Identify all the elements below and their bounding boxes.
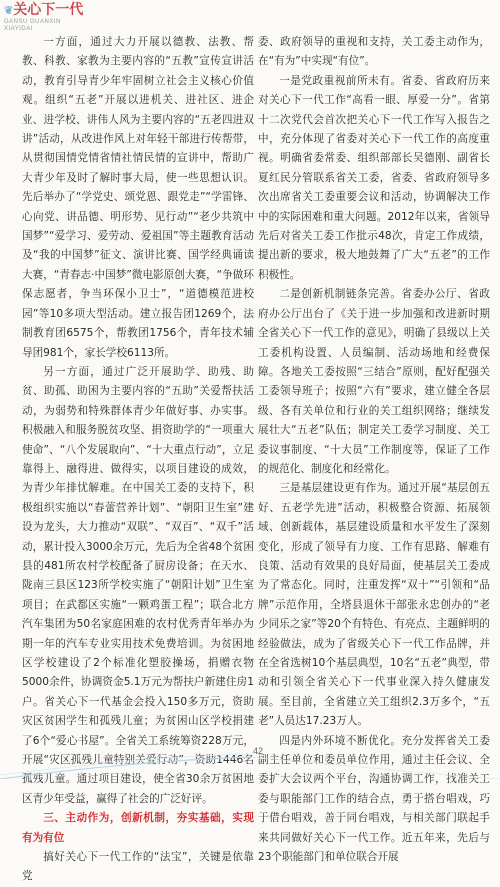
section-heading: 三、主动作为，创新机制，夯实基础，实现有为有位: [22, 812, 254, 844]
logo-subtitle-1: GANSU GUANXIN: [4, 19, 61, 25]
paragraph-five-education: 一方面，通过大力开展以德教、法教、帮教、科教、家教为主要内容的“五教”宣传宣讲活动，教育引导青少年牢固树立社会主义核心价值观。组织“五老”开展以进机关、进社区、进企业、进学校、讲伟人风为主要内容的“五老四进双讲”活动，从改进作风上对年轻干部进行传帮带，从贯彻国情党情省情社情民情的宣讲中，帮助广大青少年及时了解时事大局，使一些思想认识。先后举办了“学党史、颂党恩、跟党走”“学雷锋、心向党、讲品德、明形势、见行动”“老少共筑中国梦”“爱学习、爱劳动、爱祖国”等主题教育活动及“我的中国梦”征文、演讲比赛、国学经典诵读大赛，“青春志·中国梦”微电影原创大赛，“争做环保志愿者，争当环保小卫士”，“道德模范进校园”等10多项大型活动。建立报告团1269个，法制教育团6575个，帮教团1756个，青年技术辅导团981个，家长学校6113所。: [22, 36, 254, 359]
paragraph-mechanism: 二是创新机制链条完善。省委办公厅、省政府办公厅出台了《关于进一步加强和改进新时期全省关心下一代工作的意见》，明确了县级以上关工委机构设置、人员编制、活动场地和经费保障。各地关工委按照“三结合”原则，配好配强关工委领导班子；按照“六有”要求，建立健全各层级、各有关单位和行业的关工组织网络；继续发展壮大“五老”队伍；制定关工委学习制度、关工委议事制度、“十大员”工作制度等，保证了工作的规范化、制度化和经常化。: [258, 288, 490, 475]
paragraph-party-attention: 一是党政重视前所未有。省委、省政府历来对关心下一代工作“高看一眼、厚爱一分”。省第十二次党代会首次把关心下一代工作写入报告之中，充分体现了省委对关心下一代工作的高度重视。明确省委常委、组织部部长吴德刚、副省长夏红民分管联系省关工委，省委、省政府领导多次出席省关工委重要会议和活动，协调解决工作中的实际困难和重大问题。2012年以来，省领导先后对省关工委工作批示48次，肯定工作成绩，提出新的要求，极大地鼓舞了广大“五老”的工作积极性。: [258, 74, 490, 281]
paragraph-five-assistance: 另一方面，通过广泛开展助学、助残、助贫、助孤、助困为主要内容的“五助”关爱帮扶活动，为弱势和特殊群体青少年做好事、办实事。积极融入和服务脱贫攻坚、捐资助学的“一项重大使命”、“八个发展取向”、“十大重点行动”，立足靠得上、融得进、做得实，以项目建设的成效，为青少年排忧解难。在中国关工委的支持下，积极组织实施以“春蕾营养计划”、“朝阳卫生室”建设为龙头，大力推动“双联”、“双百”、“双千”活动，累计投入3000余万元，先后为全省48个贫困县的481所农村学校配备了厨房设备；在天水、陇南三县区123所学校实施了“朝阳计划”卫生室项目；在武都区实施“一颗鸡蛋工程”；联合北方汽车集团为50名家庭困难的农村优秀青年举办为期一年的汽车专业实用技术免费培训。为贫困地区学校建设了2个标准化塑胶操场，捐赠衣物5000余件，协调资金5.1万元为帮扶户新建住房1户。省关心下一代基金会投入150多万元，资助灾区贫困学生和孤残儿童；为贫困山区学校捐建了6个“爱心书屋”。全省关工系统筹资228万元，开展“灾区孤残儿童特别关爱行动”，资助1446名孤残儿童。通过项目建设，使全省30余万贫困地区青少年受益，赢得了社会的广泛好评。: [22, 365, 254, 805]
paragraph-continued: 委、政府领导的重视和支持，关工委主动作为，在“有为”中实现“有位”。: [258, 36, 490, 68]
decorative-corner-arcs: [0, 719, 500, 779]
paragraph-key-support: 搞好关心下一代工作的“法宝”，关键是依靠党: [22, 851, 254, 883]
masthead-logo: [4, 2, 114, 32]
logo-title: 关心下一代: [13, 2, 84, 18]
paragraph-environment: 四是内外环境不断优化。充分发挥省关工委副主任单位和委员单位作用，通过主任会议、全委扩大会议两个平台，沟通协调工作，找准关工委与职能部门工作的结合点，勇于搭台唱戏，巧于借台唱戏，善于同台唱戏，与相关部门联起手来共同做好关心下一代工作。近五年来，先后与23个职能部门和单位联合开展: [258, 734, 490, 864]
swirl-icon: ❦: [4, 4, 14, 17]
page-number: 42: [253, 746, 264, 756]
logo-subtitle-2: XIAYIDAI: [4, 26, 33, 32]
paragraph-grassroots: 三是基层建设更有作为。通过开展“基层创五好、五老学先进”活动，积极整合资源、拓展领域、创新载体，基层建设质量和水平发生了深刻变化，形成了领导有力度、工作有思路、解难有良策、活动有效果的良好局面，使基层关工委成为了常态化。同时，注重发挥“双十”“引领和“品牌”示范作用，全塔县退休干部张永忠创办的“老少同乐之家”等20个有特色、有亮点、主题鲜明的经验做法，成为了省级关心下一代工作品牌，并在全省选树10个基层典型，10名“五老”典型，带动和引领全省关心下一代事业深入持久健康发展。至目前，全省建立关工组织2.3万多个，“五老”人员达17.23万人。: [258, 482, 490, 728]
